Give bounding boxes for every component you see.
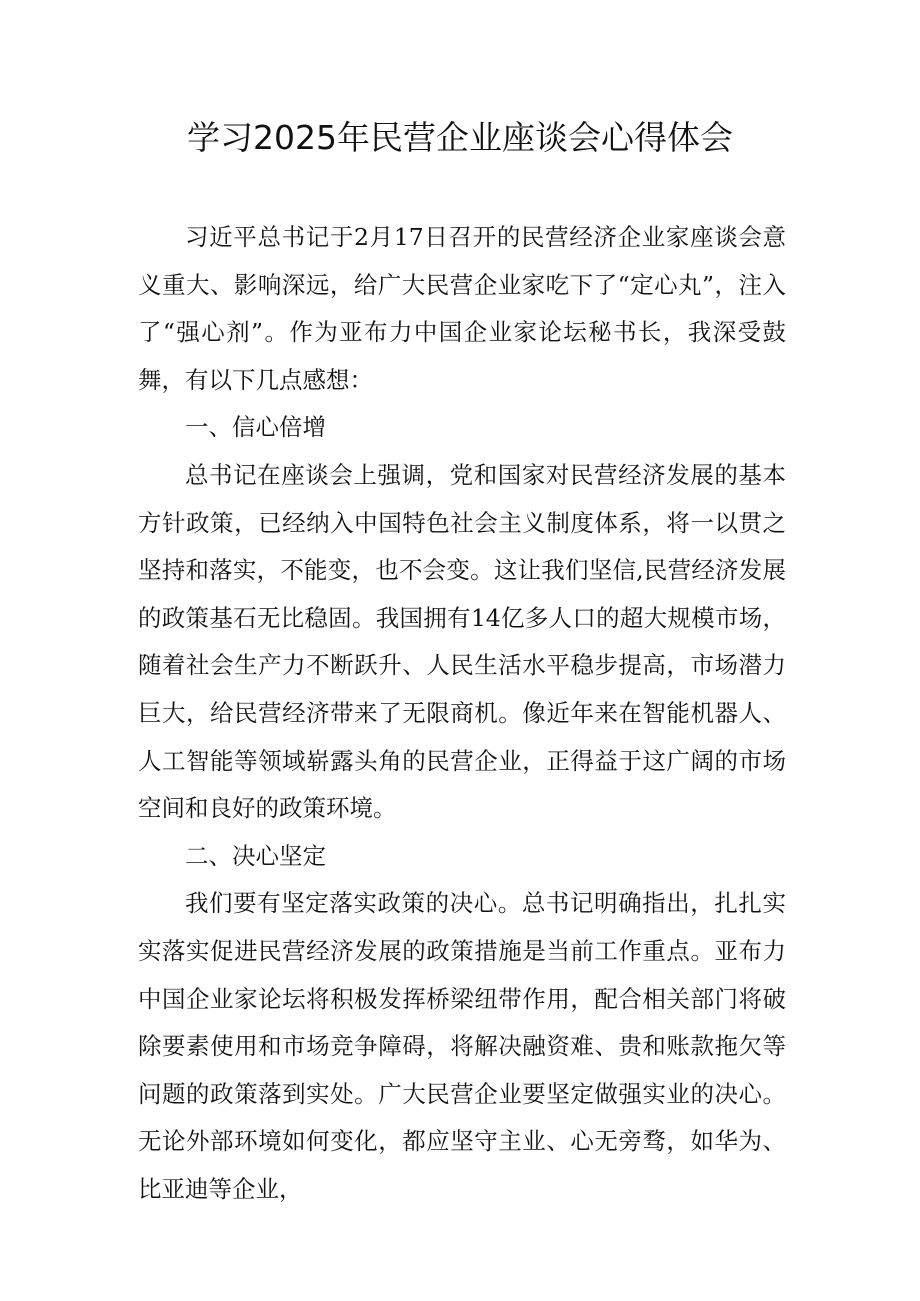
section-heading-determination: 二、决心坚定 <box>185 841 326 870</box>
paragraph-determination: 我们要有坚定落实政策的决心。总书记明确指出，扎扎实实落实促进民营经济发展的政策措施是当前工作重点。亚布力中国企业家论坛将积极发挥桥梁纽带作用，配合相关部门将破除要素使用和市场竞争障碍，将解决融资难、贵和账款拖欠等问题的政策落到实处。广大民营企业要坚定做强实业的决心。无论外部环境如何变化，都应坚守主业、心无旁骛，如华为、比亚迪等企业， <box>138 889 786 1203</box>
section-heading-confidence: 一、信心倍增 <box>185 413 326 442</box>
document-title: 学习2025年民营企业座谈会心得体会 <box>187 118 733 157</box>
paragraph-intro: 习近平总书记于2月17日召开的民营经济企业家座谈会意义重大、影响深远，给广大民营企业家吃下了“定心丸”，注入了“强心剂”。作为亚布力中国企业家论坛秘书长，我深受鼓舞，有以下几点感想： <box>138 223 786 394</box>
document-body <box>138 214 786 1213</box>
paragraph-confidence: 总书记在座谈会上强调，党和国家对民营经济发展的基本方针政策，已经纳入中国特色社会主义制度体系，将一以贯之坚持和落实，不能变，也不会变。这让我们坚信,民营经济发展的政策基石无比稳固。我国拥有14亿多人口的超大规模市场，随着社会生产力不断跃升、人民生活水平稳步提高，市场潜力巨大，给民营经济带来了无限商机。像近年来在智能机器人、人工智能等领域崭露头角的民营企业，正得益于这广阔的市场空间和良好的政策环境。 <box>138 460 786 823</box>
